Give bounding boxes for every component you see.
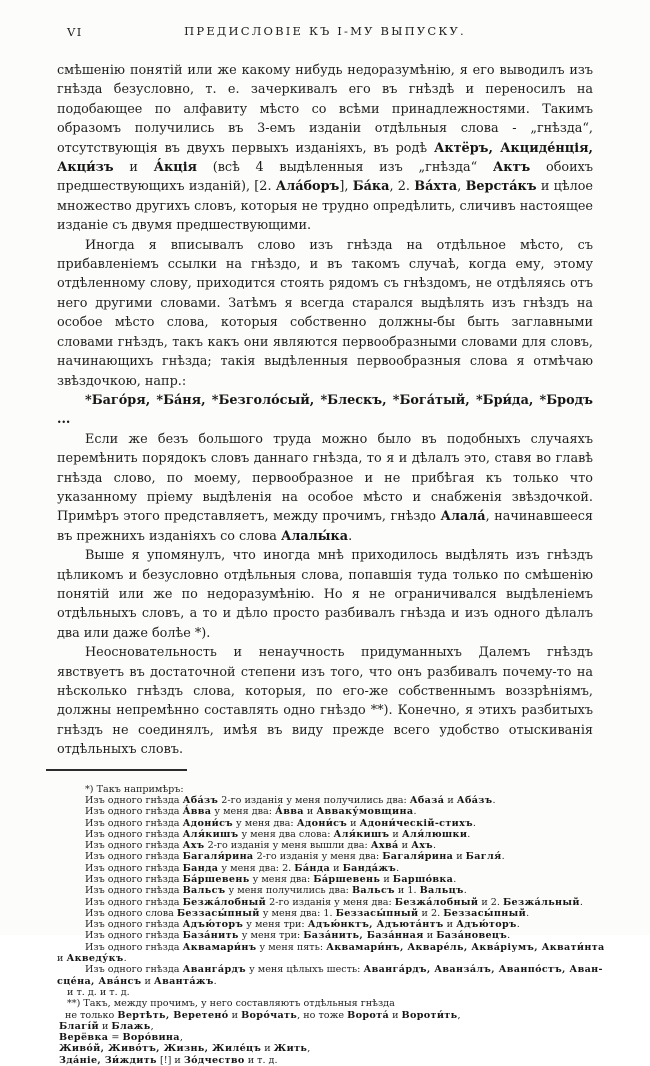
text-run: обоихъ предшествующихъ изданій), [2.: [57, 160, 593, 195]
text-run: у меня цѣлыхъ шесть:: [246, 964, 364, 976]
headword: Авваку́мовщина: [316, 806, 414, 818]
text-run: и: [423, 930, 437, 942]
text-run: (всѣ 4 выдѣленныя изъ „гнѣзда“: [197, 160, 493, 176]
footnotes: [57, 783, 605, 1066]
footnote-line: [57, 851, 593, 862]
text-run: Если же безъ большого труда можно было въ подобныхъ случаяхъ перемѣнить порядокъ словъ даннаго гнѣзда, то я и дѣлалъ это, ставя во главѣ гнѣзда слово, по моему, первообразное и не прибѣгая къ только что указанному пріему выдѣленія на особое мѣсто и снабженія звѣздочкой. Примѣръ этого представляетъ, между прочимъ, гнѣздо: [57, 431, 593, 525]
footnote-line: [57, 863, 593, 874]
headword: Адъю́торъ: [182, 919, 244, 931]
headword: Аля́кишъ: [182, 828, 239, 840]
text-run: и 2.: [478, 896, 503, 908]
headword: Аба́зъ: [182, 794, 219, 806]
text-run: у меня три:: [243, 919, 308, 931]
headword: Жить: [273, 1043, 308, 1055]
headword: Аванга́рдъ, Аванза́лъ, Аванпо́стъ, Аван-: [363, 964, 603, 976]
text-run: Иногда я вписывалъ слово изъ гнѣзда на отдѣльное мѣсто, съ прибавленіемъ ссылки на гнѣздо, и въ такомъ случаѣ, когда ему, этому отдѣленному слову, приходится стоять рядомъ съ гнѣздомъ, не отдѣляясь отъ него другими словами. Затѣмъ я всегда старался выдѣлять изъ гнѣздъ на особое мѣсто слова, которыя собственно должны-бы быть заглавными словами гнѣздъ, такъ какъ они являются первообразными словами для словъ, начинающихъ гнѣзда; такія выдѣленныя первообразныя слова я отмѣчаю звѣздочкою, напр.:: [57, 237, 593, 389]
text-run: .: [463, 885, 467, 897]
text-run: *) Такъ напримѣръ:: [85, 783, 184, 795]
text-run: 2-го изданія у меня два:: [266, 896, 395, 908]
headword: Аба́зъ: [456, 794, 493, 806]
headword: Ахва́: [370, 840, 399, 852]
headword: Акведу́къ: [66, 953, 124, 965]
headword: Живо́й, Живо́тъ, Жизнь, Жиле́цъ: [59, 1043, 262, 1055]
footnote-line: [57, 806, 593, 817]
footnote-line: [57, 885, 593, 896]
text-run: Изъ одного гнѣзда: [85, 896, 183, 908]
text-run: ,: [457, 179, 466, 195]
text-run: и 2.: [418, 907, 444, 919]
headword: Беззасы́пный: [176, 907, 260, 919]
headword: Благі́й: [59, 1020, 99, 1032]
text-run: .: [213, 975, 217, 987]
headword: А́кція: [153, 160, 198, 176]
headword: Ба́ршевень: [182, 874, 250, 885]
text-run: Неосновательность и ненаучность придуманныхъ Далемъ гнѣздъ явствуетъ въ достаточной степени изъ того, что онъ разбивалъ почему-то на нѣсколько гнѣздъ слова, которыя, по его-же собственнымъ воззрѣніямъ, должны непремѣнно составлять одно гнѣздо **). Конечно, я этихъ разбитыхъ гнѣздъ не соединялъ, имѣя въ виду прежде всего удобство отыскиванія отдѣльныхъ словъ.: [57, 645, 593, 758]
paragraph: [57, 643, 593, 759]
text-run: .: [467, 828, 471, 840]
text-run: .: [526, 907, 530, 919]
text-run: и т. д. и т. д.: [67, 986, 130, 998]
text-run: и т. д.: [244, 1054, 278, 1066]
headword: Беззасы́пный: [335, 907, 419, 919]
footnote-line: [57, 795, 593, 806]
headword: Верёвка: [59, 1032, 109, 1044]
text-run: у меня два: 2.: [218, 862, 295, 874]
headword: Абаза́: [409, 794, 445, 806]
text-run: .: [348, 528, 353, 544]
text-run: Изъ одного гнѣзда: [85, 828, 183, 840]
text-run: ,: [307, 1043, 311, 1055]
text-run: и: [389, 1009, 402, 1021]
text-run: , начинавшееся въ прежнихъ изданіяхъ со слова: [57, 509, 593, 544]
text-run: .: [413, 806, 417, 818]
headword: А́вва: [182, 806, 212, 818]
headword: Верста́къ: [465, 179, 537, 195]
text-run: 2-го изданія у меня получились два:: [218, 794, 410, 806]
page-number: VI: [67, 25, 83, 39]
headword: Безжа́лобный: [182, 896, 267, 908]
footnote-line: [57, 919, 593, 930]
footnote-line: [57, 987, 593, 998]
headword: А́вва: [275, 806, 304, 818]
text-run: .: [123, 953, 127, 965]
headword: Безжа́льный: [503, 896, 580, 908]
text-run: Изъ одного гнѣзда: [85, 964, 183, 976]
headword: База́нить, База́нная: [303, 930, 424, 942]
text-run: Изъ одного гнѣзда: [85, 840, 183, 852]
headword: Вальцъ: [419, 885, 464, 897]
text-run: и: [330, 862, 343, 874]
paragraph: [57, 391, 593, 430]
headword: Вальсъ: [351, 885, 395, 897]
headword: База́новецъ: [436, 930, 508, 942]
headword: Багаля́рина: [382, 851, 454, 863]
text-run: .: [501, 851, 505, 863]
text-run: у меня три:: [238, 930, 304, 942]
text-run: .: [433, 840, 437, 852]
headword: Ба́ршевень: [313, 874, 381, 885]
footnote-line: [57, 998, 593, 1009]
headword: *Баго́ря, *Ба́ня, *Безголо́сый, *Блескъ, *Бога́тый, *Бри́да, *Бродъ ...: [57, 392, 593, 428]
headword: Воро́чать: [241, 1009, 298, 1021]
headword: Ахъ: [411, 840, 434, 852]
headword: Багля́: [465, 851, 502, 863]
headword: Зда́ніе, Зи́ждить: [59, 1054, 157, 1066]
headword: Баршо́вка: [392, 874, 454, 885]
footnote-line: [57, 829, 593, 840]
text-run: .: [472, 817, 476, 829]
text-run: Изъ одного гнѣзда: [85, 930, 183, 942]
text-run: Изъ одного гнѣзда: [85, 862, 183, 874]
text-run: и: [261, 1043, 274, 1055]
headword: Зо́дчество: [183, 1054, 245, 1066]
headword: Адони́съ: [182, 817, 233, 829]
headword: Вальсъ: [182, 885, 226, 897]
footnote-line: [57, 908, 593, 919]
headword: Алала́: [440, 509, 486, 525]
text-run: 2-го изданія у меня два:: [253, 851, 383, 863]
headword: Актёръ, Акциде́нція, Акци́зъ: [57, 140, 594, 176]
headword: Адъю́торъ: [456, 919, 517, 931]
paragraph: [57, 236, 593, 391]
footnote-line: [57, 784, 593, 795]
text-run: и: [347, 817, 360, 829]
text-run: у меня два: 1.: [259, 907, 336, 919]
text-run: .: [453, 874, 457, 885]
text-run: и: [228, 1009, 242, 1021]
text-run: Изъ одного гнѣзда: [85, 941, 183, 953]
page-header: [57, 24, 593, 40]
footnote-line: [57, 1043, 593, 1054]
footnote-line: [57, 1010, 593, 1021]
headword: Аквамари́нъ, Акваре́ль, Аква́ріумъ, Аквати́нта: [326, 941, 605, 953]
text-run: Изъ одного гнѣзда: [85, 919, 183, 931]
text-run: у меня два:: [211, 806, 276, 818]
text-run: Изъ одного гнѣзда: [85, 874, 183, 885]
text-run: =: [108, 1032, 123, 1044]
text-run: Изъ одного гнѣзда: [85, 806, 183, 818]
headword: Блажь: [111, 1020, 151, 1032]
headword: Ахъ: [182, 840, 205, 852]
headword: Вертѣть, Веретено́: [117, 1009, 229, 1021]
headword: Беззасы́пный: [443, 907, 527, 919]
footnote-separator: [46, 769, 187, 771]
text-run: не только: [65, 1009, 118, 1021]
footnote-line: [57, 964, 603, 976]
text-run: ,: [457, 1009, 461, 1021]
text-run: ,: [150, 1020, 154, 1032]
headword: Ба́ка: [352, 179, 390, 195]
headword: Адони́ческій-стихъ: [359, 817, 473, 829]
text-run: и: [113, 160, 154, 176]
text-run: и: [98, 1020, 112, 1032]
text-run: .: [396, 862, 400, 874]
footnote-line: [57, 976, 593, 987]
footnote-line: [57, 1032, 593, 1043]
text-run: Изъ одного гнѣзда: [85, 794, 183, 806]
footnote-line: [57, 930, 593, 941]
text-run: и: [141, 975, 154, 987]
text-run: ],: [339, 179, 353, 195]
headword: Аквамари́нъ: [182, 941, 257, 953]
text-run: у меня два слова:: [238, 828, 334, 840]
text-run: [!] и: [156, 1054, 184, 1066]
text-run: и: [380, 874, 393, 885]
text-run: у меня пять:: [256, 941, 327, 953]
text-run: у меня получились два:: [225, 885, 352, 897]
headword: Ва́хта: [414, 179, 458, 195]
headword: Безжа́лобный: [394, 896, 479, 908]
text-run: и 1.: [394, 885, 420, 897]
paragraph: [57, 61, 593, 236]
footnote-line: [57, 953, 593, 964]
headword: Адъю́нктъ, Адъюта́нтъ: [307, 919, 444, 931]
footnote-line: [57, 941, 605, 953]
text-run: и: [444, 794, 457, 806]
running-title: ПРЕДИСЛОВІЕ КЪ І-МУ ВЫПУСКУ.: [184, 24, 466, 38]
text-run: смѣшенію понятій или же какому нибудь недоразумѣнію, я его выводилъ изъ гнѣзда безусловно, т. е. зачеркивалъ его въ гнѣздѣ и переносилъ на подобающее по алфавиту мѣсто со всѣми принадлежностями. Такимъ образомъ получились въ 3-емъ изданіи отдѣльныя слова - „гнѣзда“, отсутствующія въ двухъ первыхъ изданіяхъ, въ родѣ: [57, 63, 593, 156]
headword: Аля́кишъ: [333, 828, 390, 840]
text-run: , но тоже: [297, 1009, 348, 1021]
text-run: ,: [179, 1032, 183, 1044]
footnote-line: [57, 840, 593, 851]
text-run: и: [398, 840, 412, 852]
text-run: и цѣлое множество другихъ словъ, которыя не трудно опредѣлить, сличивъ настоящее изданіе съ двумя предшествующими.: [57, 179, 593, 234]
text-run: .: [579, 896, 583, 908]
paragraph: [57, 430, 593, 546]
headword: Банда: [182, 862, 219, 874]
text-run: у меня два:: [232, 817, 297, 829]
headword: Аля́люшки: [401, 828, 468, 840]
text-run: .: [516, 919, 520, 931]
text-run: 2-го изданія у меня вышли два:: [204, 840, 371, 852]
footnote-line: [57, 1055, 593, 1066]
text-run: у меня два:: [249, 874, 314, 885]
footnote-line: [57, 1021, 593, 1032]
headword: сце́на, Ава́нсъ: [57, 975, 142, 987]
text-run: Изъ одного гнѣзда: [85, 885, 183, 897]
text-run: и: [453, 851, 466, 863]
text-run: и: [443, 919, 457, 931]
text-run: Выше я упомянулъ, что иногда мнѣ приходилось выдѣлять изъ гнѣздъ цѣликомъ и безусловно отдѣльныя слова, попавшія туда только по смѣшенію понятій или же по недоразумѣнію. Но я не ограничивался выдѣленіемъ отдѣльныхъ словъ, а то и дѣло просто разбивалъ гнѣзда и изъ одного дѣлалъ два или даже болѣе *).: [57, 548, 593, 641]
headword: База́нить: [182, 930, 239, 942]
text-run: **) Такъ, между прочимъ, у него составляютъ отдѣльныя гнѣзда: [67, 998, 395, 1010]
text-run: Изъ одного слова: [85, 907, 177, 919]
text-run: , 2.: [389, 179, 415, 195]
headword: Воро́вина: [122, 1032, 180, 1044]
body-text: [57, 61, 593, 760]
headword: Ала́боръ: [275, 179, 340, 195]
footnote-line: [57, 897, 593, 908]
footnote-line: [57, 874, 593, 885]
text-run: .: [492, 794, 496, 806]
headword: Актъ: [492, 160, 531, 176]
headword: Аванга́рдъ: [182, 964, 247, 976]
headword: Вороти́ть: [401, 1009, 458, 1021]
headword: Багаля́рина: [182, 851, 254, 863]
paragraph: [57, 546, 593, 643]
text-run: Изъ одного гнѣзда: [85, 817, 183, 829]
text-run: и: [389, 828, 402, 840]
headword: Ворота́: [347, 1009, 390, 1021]
text-run: и: [57, 953, 67, 965]
text-run: Изъ одного гнѣзда: [85, 851, 183, 863]
headword: Аванта́жъ: [153, 975, 214, 987]
headword: Ба́нда: [294, 862, 331, 874]
footnote-line: [57, 818, 593, 829]
headword: Алалы́ка: [280, 528, 349, 544]
headword: Банда́жъ: [342, 862, 397, 874]
text-run: и: [303, 806, 317, 818]
text-run: .: [507, 930, 511, 942]
headword: Адони́съ: [296, 817, 348, 829]
